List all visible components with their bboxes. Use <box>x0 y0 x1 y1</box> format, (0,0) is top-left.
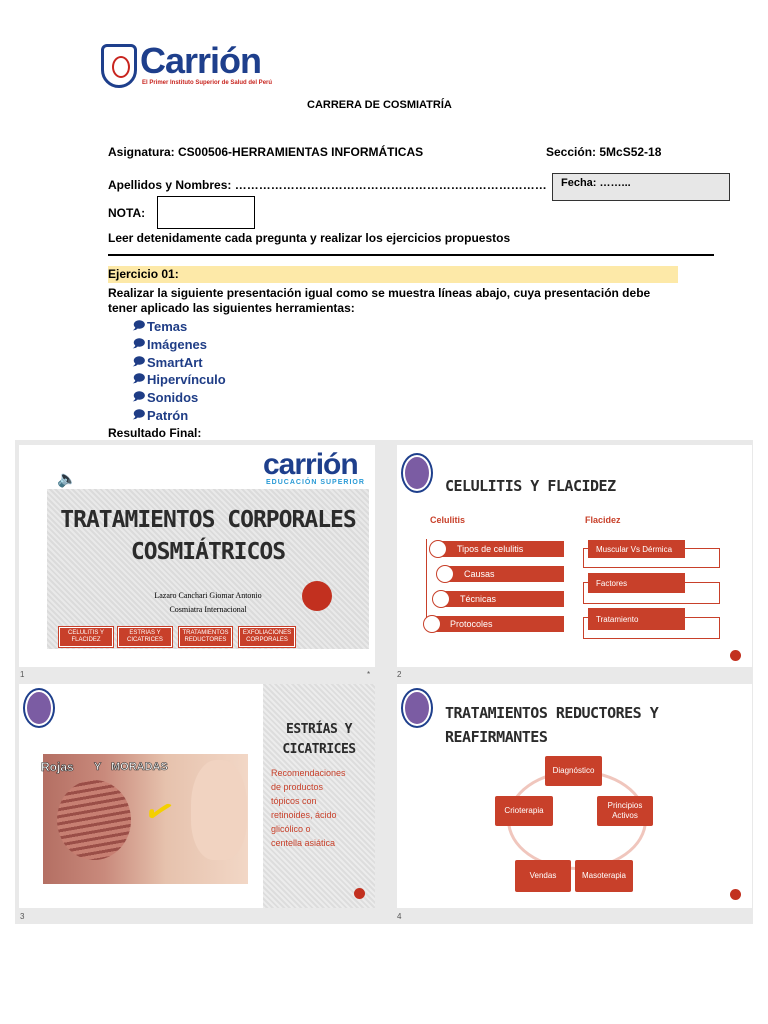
slide-3-title-line1: ESTRÍAS Y <box>286 722 352 737</box>
tool-item-sonidos: 🗩 Sonidos <box>133 389 199 405</box>
smartart-circle <box>436 565 454 583</box>
speech-bubble-icon: 🗩 <box>133 337 146 350</box>
slide-2-thumbnail[interactable] <box>397 445 752 667</box>
grade-label: NOTA: <box>108 206 146 220</box>
celulitis-item-1[interactable]: Tipos de celulitis <box>437 541 564 557</box>
celulitis-item-2[interactable]: Causas <box>444 566 564 582</box>
smartart-circle <box>423 615 441 633</box>
exercise-title: Ejercicio 01: <box>108 267 179 281</box>
speech-bubble-icon: 🗩 <box>133 408 146 421</box>
slide-2-number: 2 <box>397 670 402 679</box>
nav-button-celulitis[interactable]: CELULITIS Y FLACIDEZ <box>59 627 113 647</box>
result-label: Resultado Final: <box>108 426 202 440</box>
tool-item-smartart: 🗩 SmartArt <box>133 354 203 370</box>
flacidez-item-3[interactable]: Tratamiento <box>588 608 685 630</box>
tool-item-hipervinculo: 🗩 Hipervínculo <box>133 371 226 387</box>
exercise-statement-2: tener aplicado las siguientes herramientas: <box>108 301 355 315</box>
seal-icon <box>302 581 332 611</box>
celulitis-header: Celulitis <box>430 515 466 525</box>
author-name: Lazaro Canchari Giomar Antonio <box>154 591 262 600</box>
flacidez-item-2[interactable]: Factores <box>588 573 685 593</box>
slide-3-number: 3 <box>20 912 25 921</box>
slide-4-title-line1: TRATAMIENTOS REDUCTORES Y <box>445 704 659 722</box>
face-image <box>191 760 247 860</box>
divider <box>108 254 714 256</box>
slide-3-body: Recomendaciones de productos tópicos con retinoides, ácido glicólico o centella asiática <box>271 768 346 848</box>
image-label-3: MORADAS <box>111 761 168 773</box>
flacidez-header: Flacidez <box>585 515 621 525</box>
bracket-line <box>426 539 427 625</box>
stretch-marks-image <box>57 780 131 860</box>
exercise-statement-1: Realizar la siguiente presentación igual como se muestra líneas abajo, cuya presentación debe <box>108 286 651 300</box>
slide-1-title-line1: TRATAMIENTOS CORPORALES <box>60 507 356 533</box>
cycle-node-diagnostico[interactable]: Diagnóstico <box>545 756 602 786</box>
slide-1-thumbnail[interactable] <box>19 445 375 667</box>
flacidez-item-1[interactable]: Muscular Vs Dérmica <box>588 540 685 558</box>
cycle-node-principios[interactable]: Principios Activos <box>597 796 653 826</box>
speech-bubble-icon: 🗩 <box>133 372 146 385</box>
slide-3-title-line2: CICATRICES <box>282 742 356 757</box>
seal-icon <box>730 650 741 661</box>
tool-item-temas: 🗩 Temas <box>133 318 188 334</box>
tool-item-imagenes: 🗩 Imágenes <box>133 336 207 352</box>
nav-button-exfoliaciones[interactable]: EXFOLIACIONES CORPORALES <box>239 627 295 647</box>
smartart-circle <box>432 590 450 608</box>
slide-1-title-line2: COSMIÁTRICOS <box>130 539 286 565</box>
slide-4-thumbnail[interactable] <box>397 684 752 908</box>
student-name-field[interactable]: Apellidos y Nombres: …………………………………………………………………… <box>108 178 547 192</box>
nav-button-estrias[interactable]: ESTRIAS Y CICATRICES <box>118 627 172 647</box>
smartart-circle <box>429 540 447 558</box>
seal-icon <box>730 889 741 900</box>
doctor-avatar-icon <box>403 455 431 491</box>
career-title: CARRERA DE COSMIATRÍA <box>307 99 452 111</box>
section-line: Sección: 5McS52-18 <box>546 145 662 159</box>
slide-1-transition-icon: * <box>367 670 371 679</box>
slide-brand: carrión <box>263 448 358 481</box>
slide-4-title-line2: REAFIRMANTES <box>445 728 548 746</box>
speech-bubble-icon: 🗩 <box>133 355 146 368</box>
logo-wordmark: Carrión <box>140 40 262 81</box>
date-label: Fecha: ……... <box>561 177 631 189</box>
slide-1-number: 1 <box>20 670 25 679</box>
doctor-avatar-icon <box>25 690 53 726</box>
slide-2-title: CELULITIS Y FLACIDEZ <box>445 477 616 495</box>
subject-line: Asignatura: CS00506-HERRAMIENTAS INFORMÁTICAS <box>108 145 424 159</box>
author-role: Cosmiatra Internacional <box>169 605 247 614</box>
celulitis-item-3[interactable]: Técnicas <box>440 591 564 607</box>
tool-item-patron: 🗩 Patrón <box>133 407 189 423</box>
speech-bubble-icon: 🗩 <box>133 319 146 332</box>
slide-4-number: 4 <box>397 912 402 921</box>
image-label-1: Rojas <box>41 760 74 774</box>
cycle-node-masoterapia[interactable]: Masoterapia <box>575 860 633 892</box>
cycle-node-crioterapia[interactable]: Crioterapia <box>495 796 553 826</box>
slide-3-thumbnail[interactable] <box>19 684 375 908</box>
doctor-avatar-icon <box>403 690 431 726</box>
exercise-highlight <box>108 266 678 283</box>
image-label-2: Y <box>94 761 102 773</box>
logo-tagline: El Primer Instituto Superior de Salud del Perú <box>142 80 273 86</box>
instructions-text: Leer detenidamente cada pregunta y realizar los ejercicios propuestos <box>108 231 511 245</box>
check-arrow-icon: ✓ <box>139 789 180 835</box>
logo-seal-icon <box>101 44 137 88</box>
grade-box[interactable] <box>157 196 255 229</box>
nav-button-tratamientos[interactable]: TRATAMIENTOS REDUCTORES <box>179 627 232 647</box>
speaker-icon[interactable]: 🔈 <box>57 471 77 488</box>
speech-bubble-icon: 🗩 <box>133 390 146 403</box>
slide-brand-sub: EDUCACIÓN SUPERIOR <box>266 479 365 486</box>
cycle-node-vendas[interactable]: Vendas <box>515 860 571 892</box>
celulitis-item-4[interactable]: Protocoles <box>430 616 564 632</box>
seal-icon <box>354 888 365 899</box>
